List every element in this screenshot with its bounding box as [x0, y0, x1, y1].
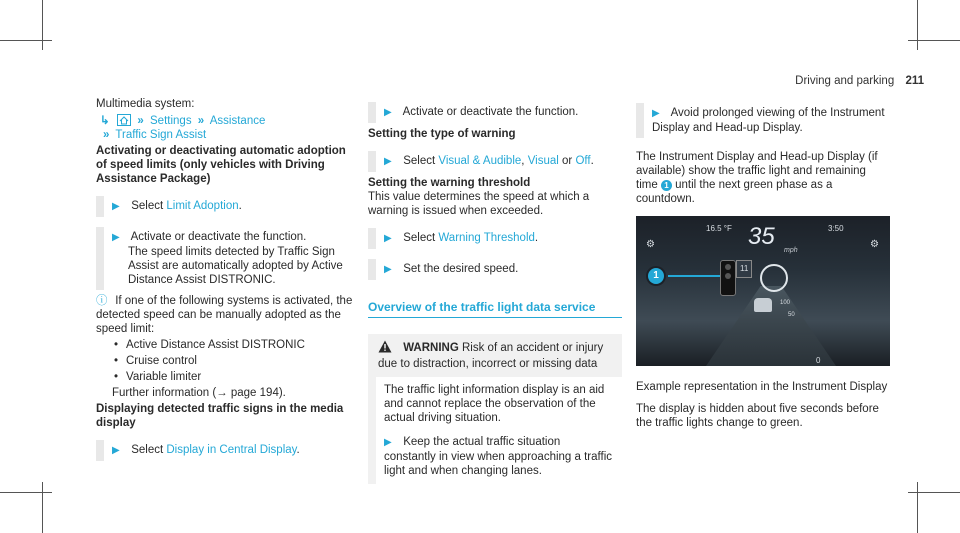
callout-badge: 1 [648, 268, 664, 284]
further-info: Further information (→ page 194). [112, 387, 286, 399]
step-arrow-icon: ▶ [384, 437, 392, 448]
figure-caption: Example representation in the Instrument Display [636, 381, 888, 393]
instrument-display-image [636, 216, 890, 366]
assist-left-icon: ⚙ [646, 239, 655, 250]
info-icon: ⓘ [96, 295, 108, 307]
callout-badge: 1 [661, 180, 672, 191]
step-text: Select [403, 155, 436, 167]
step-text: Select [131, 444, 164, 456]
section-title: Driving and parking [795, 75, 895, 87]
step-text: Set the desired speed. [403, 263, 519, 275]
crop-mark [0, 40, 52, 41]
step-arrow-icon: ▶ [384, 264, 392, 275]
vehicle-icon [754, 298, 772, 312]
paragraph: The display is hidden about five seconds before the traffic lights change to green. [636, 403, 879, 429]
home-icon [117, 114, 131, 126]
menu-traffic-sign-assist[interactable]: Traffic Sign Assist [115, 129, 207, 141]
warning-body [368, 377, 622, 484]
crop-mark [917, 482, 918, 533]
visual-audible-link[interactable]: Visual & Audible [438, 155, 522, 167]
section-heading: Setting the type of warning [368, 128, 516, 140]
warning-box [368, 334, 622, 484]
section-heading: Activating or deactivating automatic adoption of speed limits (only vehicles with Driving Assistance Package) [96, 145, 346, 185]
countdown-readout: 11 [736, 260, 752, 278]
instruction-step [96, 227, 358, 290]
visual-link[interactable]: Visual [527, 155, 559, 167]
instruction-step: ▶ Select Limit Adoption. [96, 196, 358, 217]
step-arrow-icon: ▶ [652, 108, 660, 119]
traffic-light-icon [720, 260, 736, 296]
section-heading: Setting the warning threshold [368, 177, 531, 189]
temperature-readout: 16.5 °F [706, 224, 732, 233]
column-2 [368, 97, 622, 484]
warning-body-text: The traffic light information display is an aid and cannot replace the observation of the actual driving situation. [384, 384, 605, 424]
step-arrow-icon: ▶ [112, 445, 120, 456]
instruction-step: ▶ Select Display in Central Display. [96, 440, 358, 461]
paragraph-text: The Instrument Display and Head-up Display (if available) show the traffic light and remaining time [636, 151, 878, 191]
info-note [96, 294, 358, 400]
instruction-step: ▶ Select Warning Threshold. [368, 228, 622, 249]
step-arrow-icon: ▶ [112, 232, 120, 243]
crop-mark [0, 492, 52, 493]
crop-mark [42, 0, 43, 50]
speed-readout: 35 [748, 223, 775, 250]
warning-title: WARNING [403, 342, 459, 354]
off-link[interactable]: Off [575, 155, 591, 167]
display-central-link[interactable]: Display in Central Display [166, 444, 297, 456]
separator: or [562, 155, 573, 167]
warning-header [368, 334, 622, 377]
step-arrow-icon: ▶ [112, 201, 120, 212]
crop-mark [908, 40, 960, 41]
chevron-right-icon: » [103, 129, 110, 141]
step-text: Activate or deactivate the function. [402, 106, 579, 118]
distance-label: 100 [780, 300, 791, 306]
instruction-step: ▶ Select Visual & Audible, Visual or Off. [368, 151, 622, 172]
overview-heading: Overview of the traffic light data service [368, 300, 622, 318]
warning-triangle-icon [378, 340, 400, 357]
section-heading: Displaying detected traffic signs in the media display [96, 403, 344, 429]
menu-path [100, 114, 358, 142]
list-item: • Cruise control [126, 354, 358, 368]
step-arrow-icon: ▶ [384, 233, 392, 244]
paragraph [636, 150, 890, 206]
crop-mark [917, 0, 918, 50]
step-text: Activate or deactivate the function. [130, 231, 307, 243]
warning-threshold-link[interactable]: Warning Threshold [438, 232, 535, 244]
step-text: Select [131, 200, 164, 212]
menu-path-label: Multimedia system: [96, 98, 195, 110]
description: This value determines the speed at which a warning is issued when exceeded. [368, 191, 590, 217]
paragraph-text: until the next green phase as a countdown. [636, 179, 833, 205]
column-3 [636, 97, 890, 430]
instruction-step [368, 102, 622, 123]
chevron-right-icon: » [197, 115, 205, 127]
path-arrow-icon: ↳ [100, 115, 110, 127]
warning-text: Risk of an accident or injury due to distraction, incorrect or missing data [378, 342, 604, 370]
list-item: • Active Distance Assist DISTRONIC [126, 338, 358, 352]
separator: , [521, 155, 525, 167]
step-description: The speed limits detected by Traffic Sign Assist are automatically adopted by Active Distance Assist DISTRONIC. [128, 246, 343, 286]
menu-settings[interactable]: Settings [150, 115, 192, 127]
warning-step-text: Keep the actual traffic situation constantly in view when approaching a traffic light and when changing lanes. [384, 436, 613, 477]
distance-label: 50 [788, 312, 795, 318]
speed-unit: mph [784, 247, 798, 254]
crop-mark [42, 482, 43, 533]
instruction-step [368, 259, 622, 280]
assist-right-icon: ⚙ [870, 239, 879, 250]
step-text: Avoid prolonged viewing of the Instrument Display and Head-up Display. [652, 107, 885, 134]
step-arrow-icon: ▶ [384, 107, 392, 118]
column-1 [96, 97, 358, 461]
time-readout: 3:50 [828, 224, 844, 233]
instruction-step [636, 103, 890, 138]
menu-assistance[interactable]: Assistance [209, 115, 266, 127]
crop-mark [908, 492, 960, 493]
bullet-list [96, 338, 358, 384]
callout-marker [648, 268, 664, 284]
step-text: Select [403, 232, 436, 244]
callout-line [668, 275, 720, 277]
distance-label: 0 [816, 356, 821, 365]
step-arrow-icon: ▶ [384, 156, 392, 167]
turn-indicator-icon [760, 264, 788, 292]
note-text: If one of the following systems is activated, the detected speed can be manually adopted as the speed limit: [96, 295, 353, 335]
chevron-right-icon: » [137, 115, 144, 127]
page-header [795, 74, 924, 88]
limit-adoption-link[interactable]: Limit Adoption [166, 200, 239, 212]
list-item: • Variable limiter [126, 370, 358, 384]
page-number: 211 [905, 75, 924, 87]
warning-step [384, 435, 614, 478]
